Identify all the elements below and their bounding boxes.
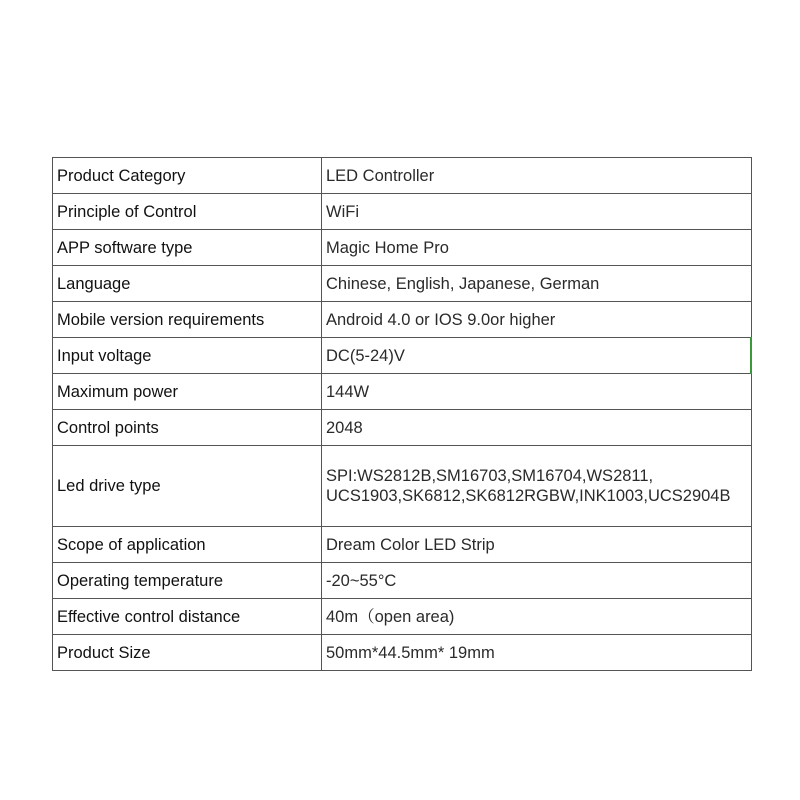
row-value: Magic Home Pro <box>322 230 752 266</box>
table-row <box>53 338 752 374</box>
table-row <box>53 635 752 671</box>
row-label: Operating temperature <box>53 563 322 599</box>
table-row <box>53 158 752 194</box>
row-label: Principle of Control <box>53 194 322 230</box>
row-label: Product Category <box>53 158 322 194</box>
table-row <box>53 446 752 527</box>
row-label: Control points <box>53 410 322 446</box>
row-label: Effective control distance <box>53 599 322 635</box>
row-value: DC(5-24)V <box>322 338 752 374</box>
row-label: Led drive type <box>53 446 322 527</box>
row-value-line: SPI:WS2812B,SM16703,SM16704,WS2811, <box>326 467 654 485</box>
table-row <box>53 410 752 446</box>
row-label: Language <box>53 266 322 302</box>
table-row <box>53 599 752 635</box>
row-value-line: UCS1903,SK6812,SK6812RGBW,INK1003,UCS2904B <box>326 487 731 505</box>
row-label: Product Size <box>53 635 322 671</box>
table-row <box>53 266 752 302</box>
row-value: 144W <box>322 374 752 410</box>
spec-table <box>52 157 752 671</box>
row-label: Maximum power <box>53 374 322 410</box>
table-row <box>53 194 752 230</box>
row-value: LED Controller <box>322 158 752 194</box>
row-value: -20~55°C <box>322 563 752 599</box>
table-row <box>53 374 752 410</box>
row-value: WiFi <box>322 194 752 230</box>
row-value: 40m（open area) <box>322 599 752 635</box>
row-label: Input voltage <box>53 338 322 374</box>
row-value: Dream Color LED Strip <box>322 527 752 563</box>
row-value: Android 4.0 or IOS 9.0or higher <box>322 302 752 338</box>
row-label: Mobile version requirements <box>53 302 322 338</box>
row-value: 2048 <box>322 410 752 446</box>
row-value: 50mm*44.5mm* 19mm <box>322 635 752 671</box>
table-row <box>53 302 752 338</box>
table-row <box>53 527 752 563</box>
row-value-multiline <box>322 446 752 527</box>
row-label: APP software type <box>53 230 322 266</box>
table-row <box>53 563 752 599</box>
row-value: Chinese, English, Japanese, German <box>322 266 752 302</box>
table-row <box>53 230 752 266</box>
row-label: Scope of application <box>53 527 322 563</box>
